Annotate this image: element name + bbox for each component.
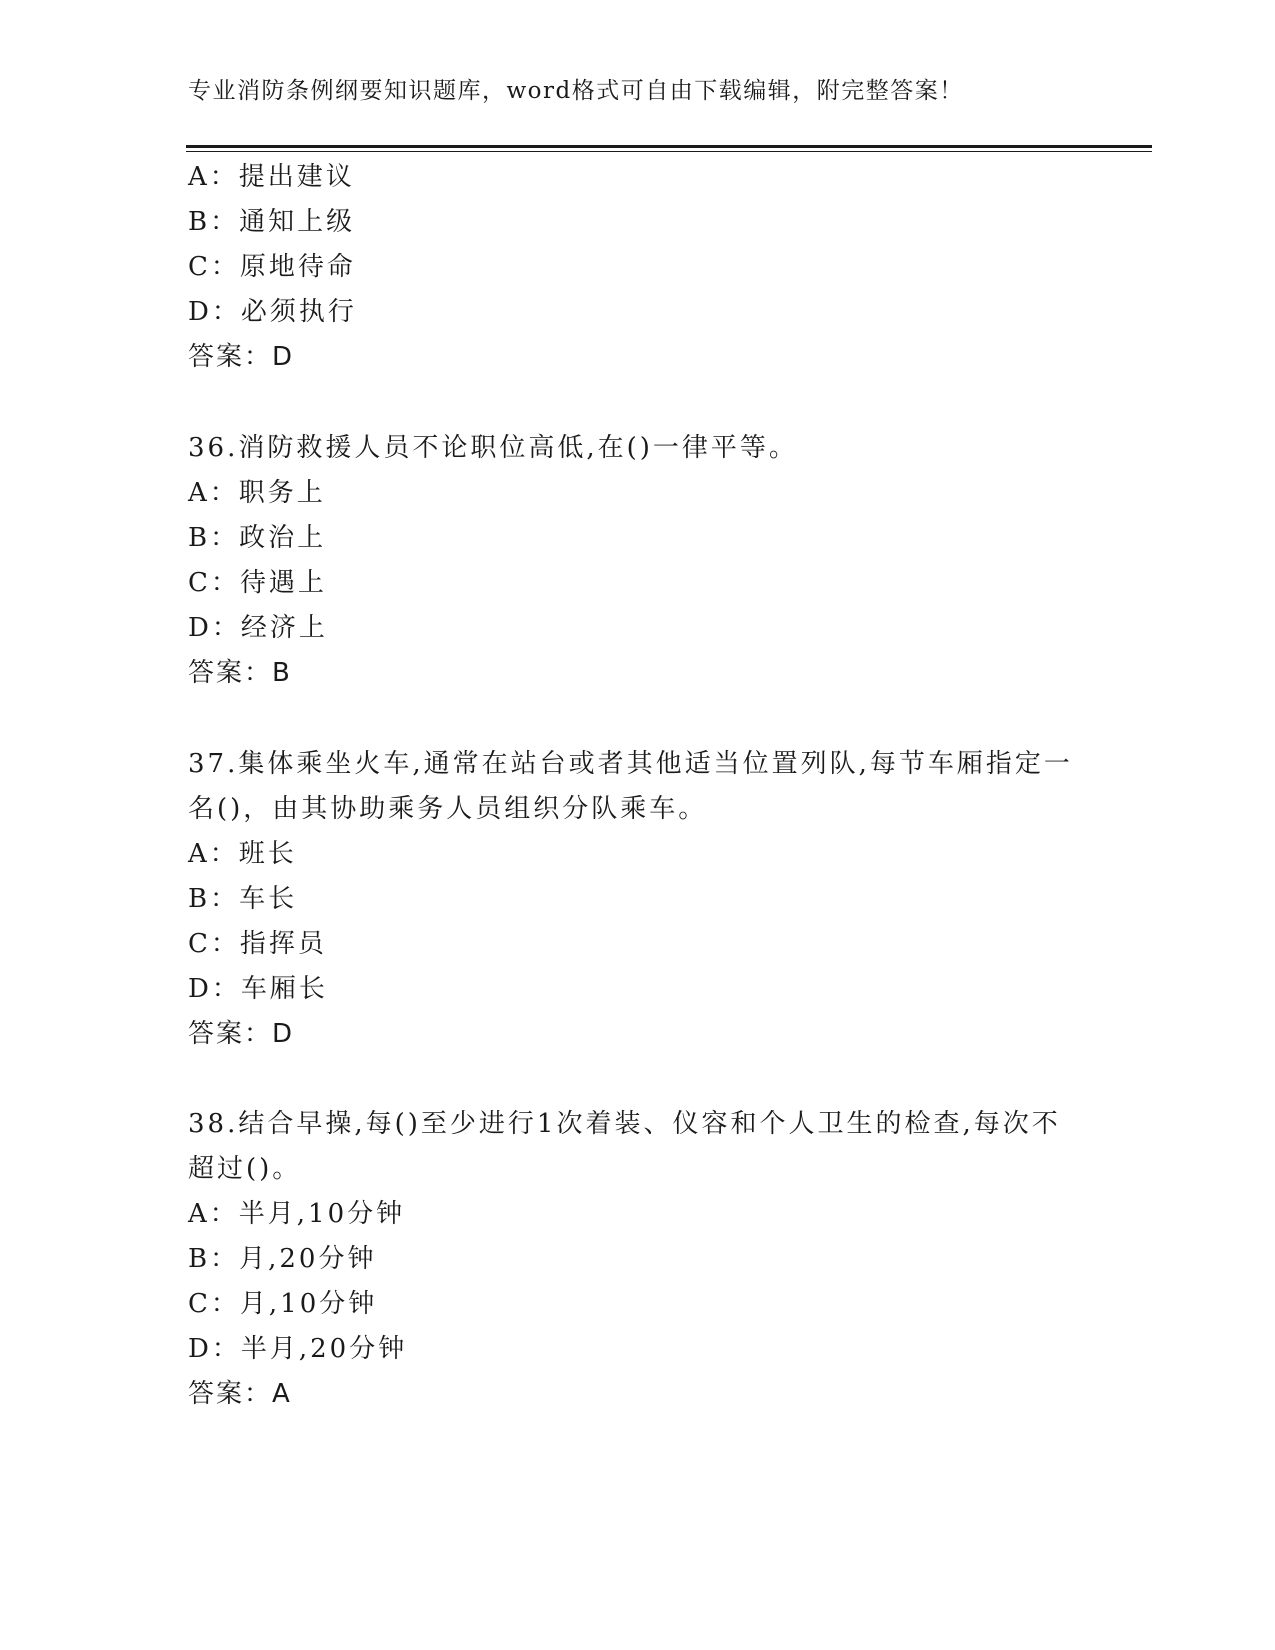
option-a: A：半月,10分钟 — [188, 1199, 406, 1229]
option-c: C：指挥员 — [188, 929, 327, 959]
answer: 答案：A — [188, 1379, 292, 1409]
option-d: D：半月,20分钟 — [188, 1334, 408, 1364]
answer: 答案：B — [188, 658, 292, 688]
option-d: D：必须执行 — [188, 297, 357, 327]
option-c: C：月,10分钟 — [188, 1289, 378, 1319]
header-rule-thin — [186, 151, 1152, 152]
option-d: D：经济上 — [188, 613, 328, 643]
answer: 答案：D — [188, 1019, 295, 1049]
option-a: A：提出建议 — [188, 162, 355, 192]
option-a: A：班长 — [188, 839, 297, 869]
option-b: B：政治上 — [188, 523, 327, 553]
option-a: A：职务上 — [188, 478, 326, 508]
option-b: B：车长 — [188, 884, 298, 914]
header-rule-thick — [186, 145, 1152, 148]
page-header: 专业消防条例纲要知识题库，word格式可自由下载编辑，附完整答案！ — [188, 78, 964, 104]
question-text-continued: 超过()。 — [188, 1154, 302, 1184]
option-b: B：通知上级 — [188, 207, 356, 237]
question-text: 37.集体乘坐火车,通常在站台或者其他适当位置列队,每节车厢指定一 — [188, 749, 1073, 779]
question-text: 38.结合早操,每()至少进行1次着装、仪容和个人卫生的检查,每次不 — [188, 1109, 1061, 1139]
option-d: D：车厢长 — [188, 974, 328, 1004]
question-text: 36.消防救援人员不论职位高低,在()一律平等。 — [188, 433, 798, 463]
option-c: C：待遇上 — [188, 568, 327, 598]
answer: 答案：D — [188, 342, 295, 372]
question-text-continued: 名()，由其协助乘务人员组织分队乘车。 — [188, 794, 708, 824]
option-b: B：月,20分钟 — [188, 1244, 377, 1274]
option-c: C：原地待命 — [188, 252, 356, 282]
